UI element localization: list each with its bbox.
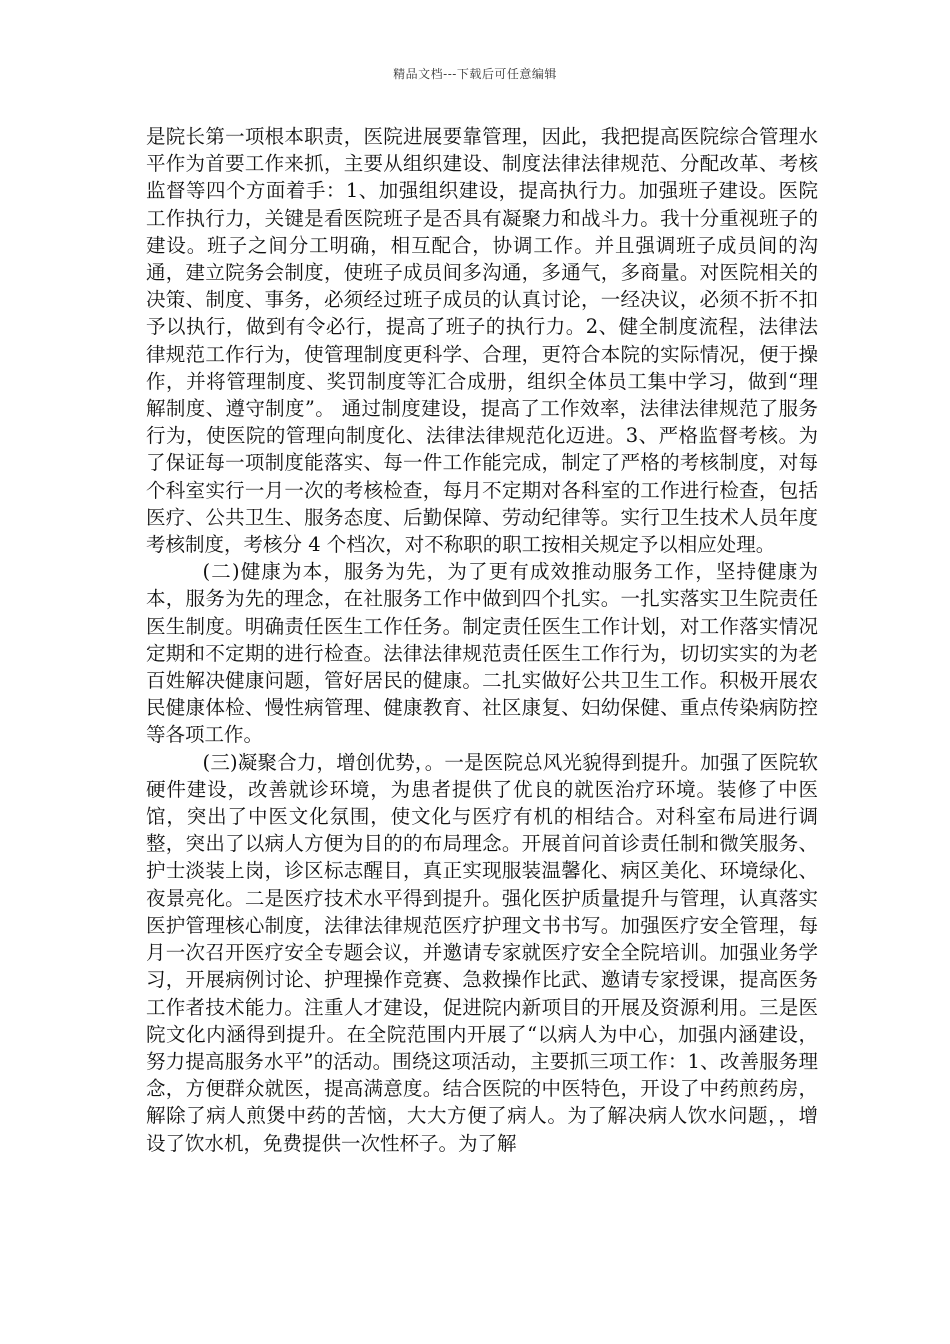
document-body (146, 123, 818, 1157)
paragraph-2: (二)健康为本，服务为先，为了更有成效推动服务工作，坚持健康为本，服务为先的理念，在社服务工作中做到四个扎实。一扎实落实卫生院责任医生制度。明确责任医生工作任务。制定责任医生工作计划，对工作落实情况定期和不定期的进行检查。法律法律规范责任医生工作行为，切切实实的为老百姓解决健康问题，管好居民的健康。二扎实做好公共卫生工作。积极开展农民健康体检、慢性病管理、健康教育、社区康复、妇幼保健、重点传染病防控等各项工作。 (146, 560, 818, 747)
paragraph-1: 是院长第一项根本职责，医院进展要靠管理，因此，我把提高医院综合管理水平作为首要工作来抓，主要从组织建设、制度法律法律规范、分配改革、考核监督等四个方面着手：1、加强组织建设，提高执行力。加强班子建设。医院工作执行力，关键是看医院班子是否具有凝聚力和战斗力。我十分重视班子的建设。班子之间分工明确，相互配合，协调工作。并且强调班子成员间的沟通，建立院务会制度，使班子成员间多沟通，多通气，多商量。对医院相关的决策、制度、事务，必须经过班子成员的认真讨论，一经决议，必须不折不扣予以执行，做到有令必行，提高了班子的执行力。2、健全制度流程，法律法律规范工作行为，使管理制度更科学、合理，更符合本院的实际情况，便于操作，并将管理制度、奖罚制度等汇合成册，组织全体员工集中学习，做到“理解制度、遵守制度”。 通过制度建设，提高了工作效率，法律法律规范了服务行为，使医院的管理向制度化、法律法律规范化迈进。3、严格监督考核。为了保证每一项制度能落实、每一件工作能完成，制定了严格的考核制度，对每个科室实行一月一次的考核检查，每月不定期对各科室的工作进行检查，包括医疗、公共卫生、服务态度、后勤保障、劳动纪律等。实行卫生技术人员年度考核制度，考核分 4 个档次，对不称职的职工按相关规定予以相应处理。 (146, 125, 818, 557)
page-header: 精品文档---下载后可任意编辑 (393, 67, 557, 81)
paragraph-3: (三)凝聚合力，增创优势，。一是医院总风光貌得到提升。加强了医院软硬件建设，改善就诊环境，为患者提供了优良的就医治疗环境。装修了中医馆，突出了中医文化氛围，使文化与医疗有机的相结合。对科室布局进行调整，突出了以病人方便为目的的布局理念。开展首问首诊责任制和微笑服务、护士淡装上岗，诊区标志醒目，真正实现服装温馨化、病区美化、环境绿化、夜景亮化。二是医疗技术水平得到提升。强化医护质量提升与管理，认真落实医护管理核心制度，法律法律规范医疗护理文书书写。加强医疗安全管理，每月一次召开医疗安全专题会议，并邀请专家就医疗安全全院培训。加强业务学习，开展病例讨论、护理操作竞赛、急救操作比武、邀请专家授课，提高医务工作者技术能力。注重人才建设，促进院内新项目的开展及资源利用。三是医院文化内涵得到提升。在全院范围内开展了“以病人为中心，加强内涵建设，努力提高服务水平”的活动。围绕这项活动，主要抓三项工作：1、改善服务理念，方便群众就医，提高满意度。结合医院的中医特色，开设了中药煎药房，解除了病人煎煲中药的苦恼，大大方便了病人。为了解决病人饮水问题，，增设了饮水机，免费提供一次性杯子。为了解 (146, 750, 818, 1155)
